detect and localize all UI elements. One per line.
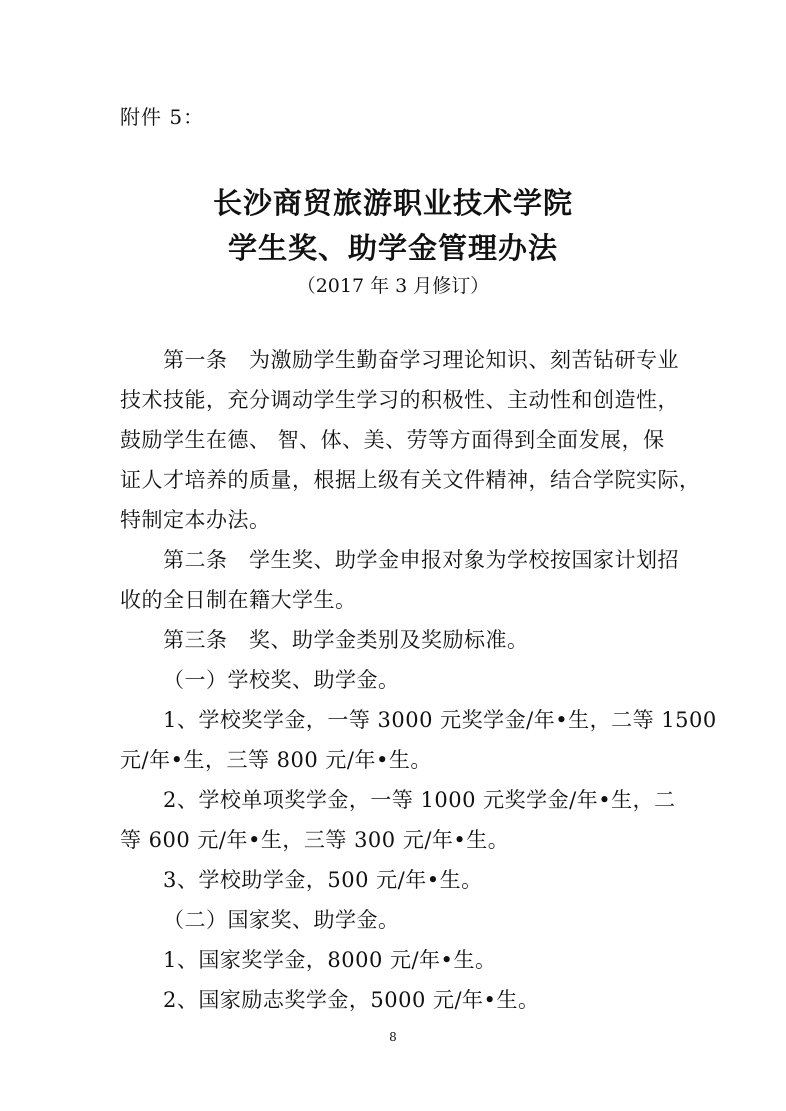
document-title-line-1: 长沙商贸旅游职业技术学院	[212, 186, 573, 220]
article-1-line-3: 鼓励学生在德、 智、体、美、劳等方面得到全面发展，保	[120, 428, 665, 452]
article-1-line-2: 技术技能，充分调动学生学习的积极性、主动性和创造性，	[120, 388, 679, 412]
article-2-line-1: 第二条 学生奖、助学金申报对象为学校按国家计划招	[163, 548, 679, 572]
attachment-label: 附件 5：	[120, 105, 205, 129]
item-1-1-line-2: 元/年•生，三等 800 元/年•生。	[120, 748, 432, 772]
article-3: 第三条 奖、助学金类别及奖励标准。	[163, 628, 529, 652]
section-2-heading: （二）国家奖、助学金。	[163, 908, 400, 932]
page-number: 8	[389, 1030, 397, 1044]
item-2-1: 1、国家奖学金，8000 元/年•生。	[163, 948, 497, 972]
article-1-line-1: 第一条 为激励学生勤奋学习理论知识、刻苦钻研专业	[163, 348, 679, 372]
article-2-line-2: 收的全日制在籍大学生。	[120, 588, 357, 612]
article-1-line-5: 特制定本办法。	[120, 508, 271, 532]
article-1-line-4: 证人才培养的质量，根据上级有关文件精神，结合学院实际，	[120, 468, 701, 492]
item-1-1-line-1: 1、学校奖学金，一等 3000 元奖学金/年•生，二等 1500	[163, 708, 717, 732]
item-1-2-line-1: 2、学校单项奖学金，一等 1000 元奖学金/年•生，二	[163, 788, 676, 812]
item-2-2: 2、国家励志奖学金，5000 元/年•生。	[163, 988, 540, 1012]
item-1-2-line-2: 等 600 元/年•生，三等 300 元/年•生。	[120, 828, 510, 852]
revision-note: （2017 年 3 月修订）	[296, 275, 490, 297]
section-1-heading: （一）学校奖、助学金。	[163, 668, 400, 692]
document-title-line-2: 学生奖、助学金管理办法	[227, 231, 558, 265]
item-1-3: 3、学校助学金，500 元/年•生。	[163, 868, 483, 892]
